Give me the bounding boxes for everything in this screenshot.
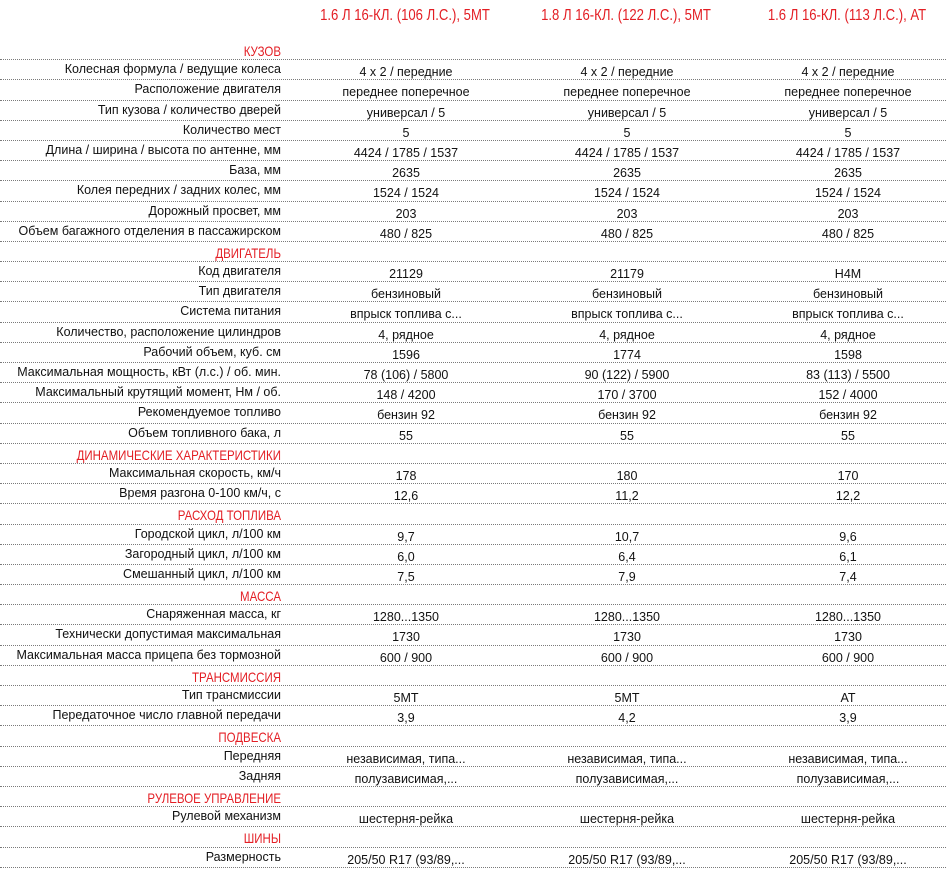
spec-row xyxy=(0,343,946,363)
spec-value-col-2: 205/50 R17 (93/89,... xyxy=(568,852,686,867)
spec-value-col-3: 152 / 4000 xyxy=(818,388,878,403)
spec-value-col-1: 78 (106) / 5800 xyxy=(363,368,449,382)
spec-value-col-3: бензиновый xyxy=(812,287,884,302)
spec-label: Городской цикл, л/100 км xyxy=(134,526,281,541)
spec-value-col-3: 3,9 xyxy=(839,711,857,726)
spec-label: Максимальная масса прицепа без тормозной xyxy=(16,647,281,662)
spec-row xyxy=(0,262,946,282)
column-title-1: 1.6 Л 16-КЛ. (106 Л.С.), 5МТ xyxy=(320,7,490,24)
spec-value-col-3: независимая, типа... xyxy=(788,751,908,766)
spec-label: Расположение двигателя xyxy=(134,82,281,97)
spec-row xyxy=(0,807,946,827)
spec-value-col-1: 480 / 825 xyxy=(379,226,433,241)
spec-value-col-2: универсал / 5 xyxy=(587,105,667,120)
spec-value-col-2: 4 x 2 / передние xyxy=(580,65,674,80)
spec-label: Снаряженная масса, кг xyxy=(146,607,281,622)
spec-value-col-1: 5МТ xyxy=(393,691,419,705)
spec-label: Максимальная скорость, км/ч xyxy=(109,465,281,480)
spec-row xyxy=(0,202,946,222)
spec-label: Дорожный просвет, мм xyxy=(148,203,281,218)
spec-value-col-3: 203 xyxy=(837,206,859,221)
spec-value-col-1: бензиновый xyxy=(370,287,442,302)
spec-row xyxy=(0,181,946,201)
spec-row xyxy=(0,403,946,423)
spec-row xyxy=(0,625,946,645)
spec-row xyxy=(0,282,946,302)
spec-value-col-1: 178 xyxy=(395,468,417,483)
spec-label: Объем топливного бака, л xyxy=(128,425,281,440)
spec-value-col-2: 4, рядное xyxy=(599,327,655,342)
spec-label: Рабочий объем, куб. см xyxy=(143,344,281,359)
spec-label: Система питания xyxy=(180,304,281,319)
spec-row xyxy=(0,383,946,403)
spec-row xyxy=(0,80,946,100)
spec-value-col-1: 205/50 R17 (93/89,... xyxy=(347,852,465,867)
spec-row xyxy=(0,706,946,726)
spec-table xyxy=(0,40,946,868)
spec-label: База, мм xyxy=(229,163,281,178)
section-heading-row xyxy=(0,504,946,524)
spec-value-col-3: 55 xyxy=(841,428,855,443)
column-title-2: 1.8 Л 16-КЛ. (122 Л.С.), 5МТ xyxy=(541,7,711,24)
section-heading: ТРАНСМИССИЯ xyxy=(192,668,281,685)
spec-label: Рулевой механизм xyxy=(171,809,281,824)
spec-row xyxy=(0,161,946,181)
spec-label: Длина / ширина / высота по антенне, мм xyxy=(45,142,281,157)
spec-value-col-3: 4424 / 1785 / 1537 xyxy=(795,145,901,160)
spec-row xyxy=(0,363,946,383)
section-heading-row xyxy=(0,242,946,262)
spec-value-col-3: 5 xyxy=(844,125,852,140)
spec-value-col-3: АТ xyxy=(840,691,856,705)
spec-value-col-3: 4, рядное xyxy=(820,327,876,342)
spec-value-col-1: 12,6 xyxy=(393,489,419,504)
spec-value-col-3: 1524 / 1524 xyxy=(814,186,882,201)
spec-value-col-3: 6,1 xyxy=(839,549,857,564)
spec-value-col-3: 83 (113) / 5500 xyxy=(806,368,890,382)
spec-value-col-3: 2635 xyxy=(834,166,862,181)
spec-value-col-2: полузависимая,... xyxy=(575,771,679,786)
spec-value-col-3: 7,4 xyxy=(839,569,857,584)
spec-label: Максимальная мощность, кВт (л.с.) / об. мин. xyxy=(17,365,281,379)
spec-value-col-1: полузависимая,... xyxy=(354,771,458,786)
spec-row xyxy=(0,484,946,504)
spec-value-col-2: 1730 xyxy=(613,630,641,645)
section-heading: РУЛЕВОЕ УПРАВЛЕНИЕ xyxy=(147,789,281,806)
spec-value-col-1: 148 / 4200 xyxy=(376,388,436,403)
section-heading-row xyxy=(0,726,946,746)
spec-label: Тип трансмиссии xyxy=(181,688,281,702)
spec-row xyxy=(0,686,946,706)
spec-value-col-2: 600 / 900 xyxy=(600,650,654,665)
spec-row xyxy=(0,323,946,343)
spec-value-col-3: 480 / 825 xyxy=(821,226,875,241)
spec-value-col-2: 1280...1350 xyxy=(593,610,661,625)
spec-value-col-2: 5МТ xyxy=(614,691,640,705)
section-heading: ШИНЫ xyxy=(243,830,281,847)
spec-label: Количество мест xyxy=(182,122,281,137)
spec-value-col-2: независимая, типа... xyxy=(567,751,687,766)
spec-value-col-1: 3,9 xyxy=(397,711,415,726)
spec-value-col-1: 4 x 2 / передние xyxy=(359,65,453,80)
spec-label: Тип кузова / количество дверей xyxy=(97,102,281,117)
section-heading: КУЗОВ xyxy=(243,43,281,59)
column-title-3: 1.6 Л 16-КЛ. (113 Л.С.), АТ xyxy=(767,7,927,24)
spec-row xyxy=(0,141,946,161)
spec-value-col-2: 180 xyxy=(616,468,638,483)
spec-value-col-1: 2635 xyxy=(392,166,420,181)
spec-row xyxy=(0,424,946,444)
spec-value-col-1: универсал / 5 xyxy=(366,105,446,120)
section-heading: ПОДВЕСКА xyxy=(218,729,281,746)
spec-label: Рекомендуемое топливо xyxy=(137,405,281,420)
spec-value-col-1: 7,5 xyxy=(397,569,415,584)
section-heading: ДИНАМИЧЕСКИЕ ХАРАКТЕРИСТИКИ xyxy=(76,446,281,463)
spec-value-col-1: 21129 xyxy=(389,267,423,282)
spec-value-col-1: 1524 / 1524 xyxy=(372,186,440,201)
spec-value-col-2: 11,2 xyxy=(615,489,639,504)
spec-value-col-1: 4424 / 1785 / 1537 xyxy=(353,145,459,160)
spec-value-col-3: бензин 92 xyxy=(819,408,877,423)
spec-row xyxy=(0,464,946,484)
spec-value-col-2: 55 xyxy=(620,428,634,443)
spec-value-col-3: 9,6 xyxy=(839,529,857,544)
spec-label: Колесная формула / ведущие колеса xyxy=(64,62,281,77)
section-heading-row xyxy=(0,666,946,686)
spec-value-col-3: 1598 xyxy=(834,347,862,362)
spec-label: Максимальный крутящий момент, Нм / об. xyxy=(35,385,281,400)
spec-value-col-2: бензин 92 xyxy=(598,408,656,423)
spec-value-col-1: 1730 xyxy=(392,630,420,645)
spec-value-col-1: переднее поперечное xyxy=(342,85,470,100)
spec-value-col-3: впрыск топлива с... xyxy=(792,307,904,322)
spec-value-col-2: 7,9 xyxy=(618,569,636,584)
spec-value-col-1: бензин 92 xyxy=(377,408,435,423)
spec-label: Колея передних / задних колес, мм xyxy=(76,183,281,198)
section-heading-row xyxy=(0,40,946,60)
spec-label: Код двигателя xyxy=(198,264,281,279)
section-heading-row xyxy=(0,827,946,847)
spec-label: Объем багажного отделения в пассажирском xyxy=(18,223,281,238)
spec-value-col-1: 9,7 xyxy=(397,529,415,544)
spec-label: Время разгона 0-100 км/ч, с xyxy=(119,486,281,501)
spec-row xyxy=(0,545,946,565)
spec-value-col-3: H4M xyxy=(834,267,862,282)
spec-value-col-2: 5 xyxy=(623,125,631,140)
spec-row xyxy=(0,565,946,585)
spec-value-col-1: 5 xyxy=(402,125,410,140)
spec-value-col-2: 10,7 xyxy=(614,529,640,544)
spec-value-col-3: 4 x 2 / передние xyxy=(801,65,895,80)
spec-label: Смешанный цикл, л/100 км xyxy=(123,566,281,581)
spec-label: Загородный цикл, л/100 км xyxy=(124,546,281,561)
spec-row xyxy=(0,60,946,80)
spec-label: Задняя xyxy=(238,768,281,783)
spec-label: Передаточное число главной передачи xyxy=(52,708,281,723)
spec-value-col-2: переднее поперечное xyxy=(563,85,691,100)
spec-value-col-1: 1596 xyxy=(392,347,420,362)
spec-value-col-3: 12,2 xyxy=(835,489,861,504)
spec-value-col-3: шестерня-рейка xyxy=(800,812,896,827)
spec-value-col-2: 203 xyxy=(616,206,638,221)
spec-value-col-2: 4424 / 1785 / 1537 xyxy=(574,145,680,160)
spec-value-col-2: 90 (122) / 5900 xyxy=(584,368,670,382)
spec-value-col-2: 4,2 xyxy=(618,711,636,726)
spec-value-col-2: 21179 xyxy=(610,267,644,282)
section-heading: ДВИГАТЕЛЬ xyxy=(215,244,281,261)
spec-value-col-2: 480 / 825 xyxy=(600,226,654,241)
spec-value-col-1: 55 xyxy=(399,428,413,443)
spec-value-col-2: 6,4 xyxy=(618,549,636,564)
spec-row xyxy=(0,302,946,322)
spec-value-col-1: 4, рядное xyxy=(378,327,434,342)
spec-value-col-3: 600 / 900 xyxy=(821,650,875,665)
spec-value-col-2: бензиновый xyxy=(591,287,663,302)
spec-row xyxy=(0,101,946,121)
spec-value-col-2: 1524 / 1524 xyxy=(593,186,661,201)
spec-value-col-1: 1280...1350 xyxy=(372,610,440,625)
spec-value-col-2: шестерня-рейка xyxy=(579,812,675,827)
section-heading-row xyxy=(0,585,946,605)
spec-row xyxy=(0,525,946,545)
spec-row xyxy=(0,747,946,767)
spec-label: Размерность xyxy=(205,849,281,864)
spec-value-col-3: 205/50 R17 (93/89,... xyxy=(789,852,907,867)
section-heading: МАССА xyxy=(240,588,281,605)
spec-value-col-3: 1730 xyxy=(834,630,862,645)
spec-value-col-1: независимая, типа... xyxy=(346,751,466,766)
spec-value-col-2: впрыск топлива с... xyxy=(571,307,683,322)
spec-value-col-3: полузависимая,... xyxy=(796,771,900,786)
spec-value-col-3: 1280...1350 xyxy=(814,610,882,625)
spec-value-col-1: 6,0 xyxy=(397,549,415,564)
spec-row xyxy=(0,767,946,787)
spec-value-col-2: 1774 xyxy=(613,347,641,362)
spec-value-col-1: 203 xyxy=(395,206,417,221)
spec-row xyxy=(0,222,946,242)
spec-table-header xyxy=(0,0,946,40)
spec-value-col-3: 170 xyxy=(837,468,859,483)
spec-value-col-1: 600 / 900 xyxy=(379,650,433,665)
spec-value-col-3: переднее поперечное xyxy=(784,85,912,100)
spec-value-col-1: шестерня-рейка xyxy=(358,812,454,827)
section-heading: РАСХОД ТОПЛИВА xyxy=(177,507,281,524)
section-heading-row xyxy=(0,787,946,807)
spec-row xyxy=(0,121,946,141)
spec-label: Передняя xyxy=(223,748,281,763)
spec-value-col-2: 2635 xyxy=(613,166,641,181)
spec-label: Тип двигателя xyxy=(198,284,281,299)
section-heading-row xyxy=(0,444,946,464)
spec-value-col-1: впрыск топлива с... xyxy=(350,307,462,322)
spec-row xyxy=(0,848,946,868)
spec-value-col-2: 170 / 3700 xyxy=(597,388,657,403)
spec-label: Количество, расположение цилиндров xyxy=(56,324,281,339)
spec-label: Технически допустимая максимальная xyxy=(55,627,281,642)
spec-row xyxy=(0,605,946,625)
spec-row xyxy=(0,646,946,666)
spec-value-col-3: универсал / 5 xyxy=(808,105,888,120)
